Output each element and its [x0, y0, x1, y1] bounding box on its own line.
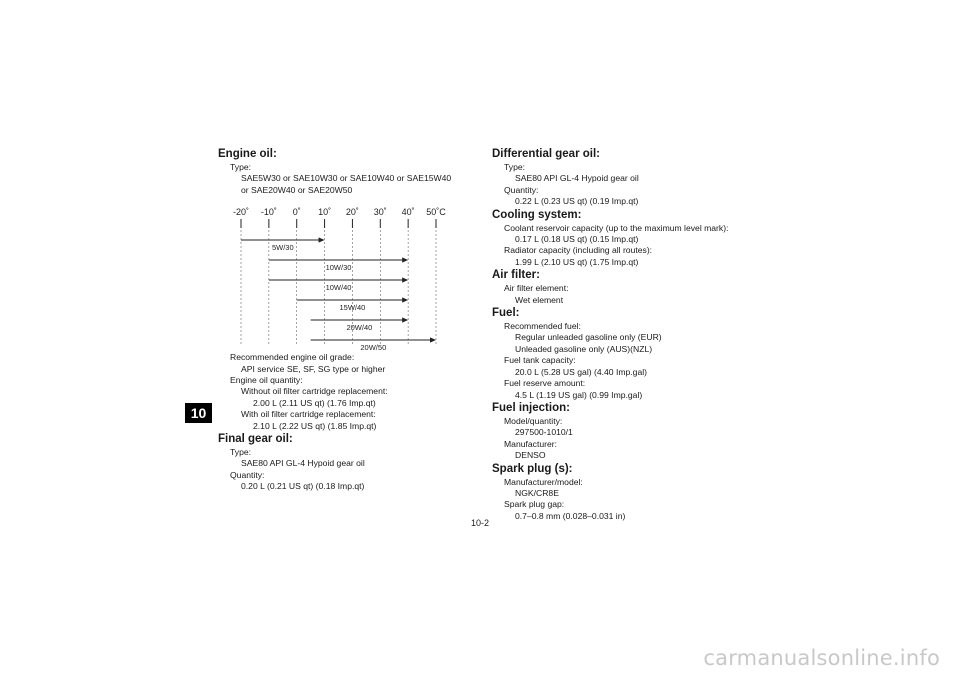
engine-oil-type-label: Type:: [230, 162, 252, 172]
range-arrowhead: [402, 278, 408, 283]
final-gear-quantity-label: Quantity:: [230, 469, 265, 480]
series-label: 20W/40: [346, 323, 373, 333]
cooling-system-heading: Cooling system:: [492, 208, 582, 221]
diff-type-value: SAE80 API GL-4 Hypoid gear oil: [515, 173, 639, 184]
series-label: 10W/40: [325, 283, 352, 293]
injection-manufacturer-label: Manufacturer:: [504, 438, 558, 449]
radiator-label: Radiator capacity (including all routes):: [504, 245, 653, 256]
fuel-heading: Fuel:: [492, 307, 520, 320]
range-arrowhead: [402, 318, 408, 323]
air-filter-heading: Air filter:: [492, 269, 540, 282]
oil-grade-label: Recommended engine oil grade:: [230, 352, 355, 363]
fuel-tank-label: Fuel tank capacity:: [504, 355, 576, 366]
spark-plug-heading: Spark plug (s):: [492, 462, 573, 475]
oil-viscosity-chart: [218, 202, 483, 352]
recommended-fuel-label: Recommended fuel:: [504, 321, 581, 332]
right-column: [492, 147, 757, 522]
differential-gear-oil-heading: Differential gear oil:: [492, 148, 600, 160]
x-tick-label: 30˚: [373, 207, 387, 218]
oil-grade-value: API service SE, SF, SG type or higher: [241, 363, 386, 374]
oil-viscosity-chart-svg: [218, 202, 483, 352]
x-tick-label: 40˚: [401, 207, 415, 218]
air-filter-element-label: Air filter element:: [504, 283, 569, 294]
fuel-reserve-label: Fuel reserve amount:: [504, 378, 586, 389]
diff-quantity-label: Quantity:: [504, 184, 539, 195]
spark-plug-model-value: NGK/CR8E: [515, 487, 559, 498]
series-label: 10W/30: [325, 263, 352, 273]
recommended-fuel-value-1: Regular unleaded gasoline only (EUR): [515, 332, 662, 343]
radiator-value: 1.99 L (2.10 US qt) (1.75 Imp.qt): [515, 256, 639, 267]
final-gear-oil-heading: Final gear oil:: [218, 433, 293, 446]
diff-type-label: Type:: [504, 162, 526, 172]
engine-oil-type-value-1: SAE5W30 or SAE10W30 or SAE10W40 or SAE15W40: [241, 173, 452, 184]
spark-plug-model-label: Manufacturer/model:: [504, 476, 583, 487]
series-label: 15W/40: [339, 303, 366, 313]
spark-plug-gap-value: 0.7–0.8 mm (0.028–0.031 in): [515, 510, 626, 521]
fuel-injection-heading: Fuel injection:: [492, 401, 570, 414]
page-number: 10-2: [470, 518, 489, 528]
reservoir-label: Coolant reservoir capacity (up to the maximum level mark):: [504, 222, 729, 233]
spark-plug-gap-label: Spark plug gap:: [504, 499, 565, 510]
x-tick-label: 10˚: [318, 207, 332, 218]
x-tick-label: 0˚: [292, 207, 301, 218]
final-gear-type-value: SAE80 API GL-4 Hypoid gear oil: [241, 458, 365, 469]
without-filter-label: Without oil filter cartridge replacement:: [241, 386, 388, 397]
range-arrowhead: [402, 298, 408, 303]
series-label: 20W/50: [360, 343, 387, 353]
range-arrowhead: [430, 338, 436, 343]
engine-oil-heading: Engine oil:: [218, 148, 277, 160]
fuel-tank-value: 20.0 L (5.28 US gal) (4.40 Imp.gal): [515, 366, 647, 377]
reservoir-value: 0.17 L (0.18 US qt) (0.15 Imp.qt): [515, 234, 639, 245]
air-filter-element-value: Wet element: [515, 294, 564, 305]
final-gear-type-label: Type:: [230, 447, 252, 458]
engine-oil-type-value-2: or SAE20W40 or SAE20W50: [241, 184, 353, 195]
diff-quantity-value: 0.22 L (0.23 US qt) (0.19 Imp.qt): [515, 196, 639, 207]
left-column: [218, 147, 483, 493]
injection-model-label: Model/quantity:: [504, 415, 563, 426]
oil-quantity-label: Engine oil quantity:: [230, 375, 303, 386]
with-filter-label: With oil filter cartridge replacement:: [241, 409, 376, 420]
range-arrowhead: [402, 258, 408, 263]
x-tick-label: 50˚C: [426, 207, 446, 218]
fuel-reserve-value: 4.5 L (1.19 US gal) (0.99 Imp.gal): [515, 389, 643, 400]
range-arrowhead: [319, 238, 325, 243]
final-gear-quantity-value: 0.20 L (0.21 US qt) (0.18 Imp.qt): [241, 481, 365, 492]
injection-model-value: 297500-1010/1: [515, 427, 573, 438]
x-tick-label: 20˚: [345, 207, 359, 218]
chapter-tab: 10: [185, 403, 212, 423]
watermark: carmanualsonline.info: [703, 646, 940, 670]
with-filter-value: 2.10 L (2.22 US qt) (1.85 Imp.qt): [253, 420, 377, 431]
x-tick-label: -10˚: [260, 207, 277, 218]
recommended-fuel-value-2: Unleaded gasoline only (AUS)(NZL): [515, 343, 653, 354]
injection-manufacturer-value: DENSO: [515, 450, 546, 461]
series-label: 5W/30: [271, 243, 294, 253]
without-filter-value: 2.00 L (2.11 US qt) (1.76 Imp.qt): [253, 397, 376, 408]
x-tick-label: -20˚: [232, 207, 250, 218]
